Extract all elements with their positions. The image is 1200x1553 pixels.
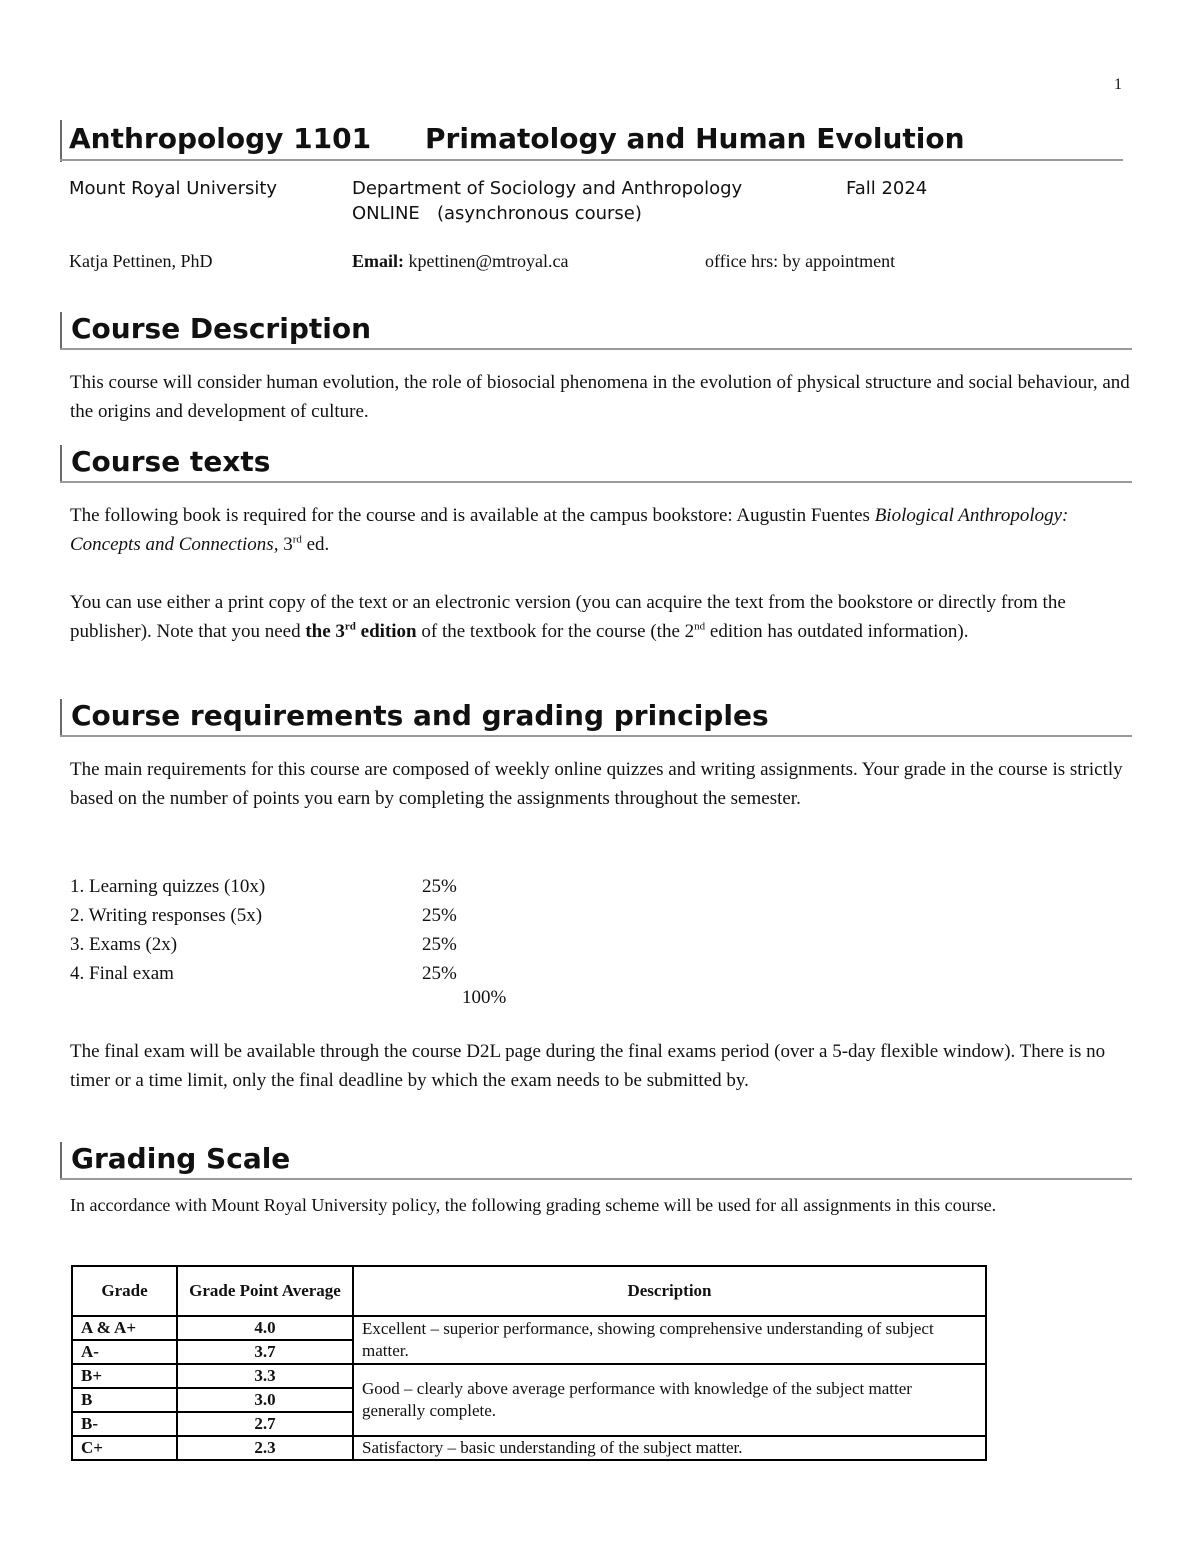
weight-percent: 25% — [422, 934, 457, 955]
delivery-mode: ONLINE (asynchronous course) — [352, 203, 642, 224]
gpa-cell: 3.0 — [177, 1388, 353, 1412]
description-cell: Good – clearly above average performance with knowledge of the subject matter generally complete. — [353, 1364, 986, 1436]
title-rule — [60, 159, 1123, 161]
textbook-edition-sup: rd — [292, 533, 302, 546]
section-heading-description: Course Description — [71, 312, 372, 345]
edition-text-b: of the textbook for the course (the 2 — [421, 621, 695, 642]
grade-cell: B+ — [72, 1364, 177, 1388]
weight-label: 3. Exams (2x) — [70, 934, 178, 955]
list-item — [70, 930, 457, 959]
email-line — [352, 251, 569, 272]
gpa-cell: 2.3 — [177, 1436, 353, 1460]
table-row — [72, 1364, 986, 1388]
column-header-grade: Grade — [72, 1266, 177, 1316]
requirements-intro: The main requirements for this course are composed of weekly online quizzes and writing assignments. Your grade in the course is strictly based on the number of points you earn by completing the assignments throughout the semester. — [70, 759, 1123, 809]
course-code: Anthropology 1101 — [69, 122, 372, 155]
course-title-line — [69, 122, 965, 155]
section-heading-requirements: Course requirements and grading principles — [71, 699, 769, 732]
office-hours: office hrs: by appointment — [705, 251, 896, 271]
list-item — [70, 901, 457, 930]
weight-percent: 25% — [422, 876, 457, 897]
section-heading-grading: Grading Scale — [71, 1142, 291, 1175]
university-name: Mount Royal University — [69, 178, 278, 199]
section-heading-texts: Course texts — [71, 445, 271, 478]
grade-weights-list — [70, 872, 457, 988]
section-rule — [60, 735, 1132, 737]
textbook-edition-number: 3 — [283, 534, 293, 555]
title-bar-accent — [60, 120, 62, 162]
section-accent — [60, 1142, 62, 1180]
edition-bold: the 3 — [305, 621, 345, 642]
column-header-gpa: Grade Point Average — [177, 1266, 353, 1316]
weight-label: 4. Final exam — [70, 963, 174, 984]
weight-total: 100% — [462, 987, 507, 1008]
term: Fall 2024 — [846, 178, 928, 199]
weight-percent: 25% — [422, 963, 457, 984]
gpa-cell: 4.0 — [177, 1316, 353, 1340]
textbook-intro: The following book is required for the course and is available at the campus bookstore: Augustin Fuentes — [70, 505, 870, 526]
description-cell: Excellent – superior performance, showing comprehensive understanding of subject matter. — [353, 1316, 986, 1364]
section-rule — [60, 1178, 1132, 1180]
list-item — [70, 872, 457, 901]
list-item — [70, 959, 457, 988]
column-header-description: Description — [353, 1266, 986, 1316]
gpa-cell: 2.7 — [177, 1412, 353, 1436]
textbook-title: Biological Anthropology: Concepts and Connections, — [70, 505, 1069, 555]
instructor-name: Katja Pettinen, PhD — [69, 251, 213, 271]
grading-intro: In accordance with Mount Royal University policy, the following grading scheme will be used for all assignments in this course. — [70, 1195, 997, 1215]
edition-bold-sup: rd — [344, 620, 356, 633]
weight-label: 2. Writing responses (5x) — [70, 905, 263, 926]
department-name: Department of Sociology and Anthropology — [352, 178, 743, 199]
edition-text-a: You can use either a print copy of the text or an electronic version (you can acquire the text from the bookstore or directly from the publisher). Note that you need — [70, 592, 1066, 642]
grade-cell: A- — [72, 1340, 177, 1364]
section-rule — [60, 481, 1132, 483]
weight-label: 1. Learning quizzes (10x) — [70, 876, 266, 897]
grade-cell: C+ — [72, 1436, 177, 1460]
page-number: 1 — [1114, 76, 1122, 93]
grading-table — [71, 1265, 987, 1461]
edition-text-c: edition has outdated information). — [709, 621, 969, 642]
gpa-cell: 3.3 — [177, 1364, 353, 1388]
grade-cell: B — [72, 1388, 177, 1412]
course-title: Primatology and Human Evolution — [425, 122, 965, 155]
email-label: Email: — [352, 251, 404, 271]
grade-cell: B- — [72, 1412, 177, 1436]
section-rule — [60, 348, 1132, 350]
textbook-paragraph — [70, 501, 1140, 559]
textbook-edition-tail: ed. — [306, 534, 330, 555]
edition-text-b-sup: nd — [694, 620, 706, 633]
grade-cell: A & A+ — [72, 1316, 177, 1340]
gpa-cell: 3.7 — [177, 1340, 353, 1364]
weight-percent: 25% — [422, 905, 457, 926]
section-accent — [60, 312, 62, 350]
final-exam-note: The final exam will be available through the course D2L page during the final exams period (over a 5-day flexible window). There is no timer or a time limit, only the final deadline by which the exam needs to be submitted by. — [70, 1041, 1106, 1091]
table-header-row — [72, 1266, 986, 1316]
course-description-text: This course will consider human evolution, the role of biosocial phenomena in the evolution of physical structure and social behaviour, and the origins and development of culture. — [70, 372, 1130, 422]
description-cell: Satisfactory – basic understanding of the subject matter. — [353, 1436, 986, 1460]
edition-bold-tail: edition — [360, 621, 417, 642]
table-row — [72, 1436, 986, 1460]
edition-paragraph — [70, 588, 1140, 646]
section-accent — [60, 445, 62, 483]
section-accent — [60, 699, 62, 737]
email-address[interactable]: kpettinen@mtroyal.ca — [408, 251, 569, 271]
table-row — [72, 1316, 986, 1340]
